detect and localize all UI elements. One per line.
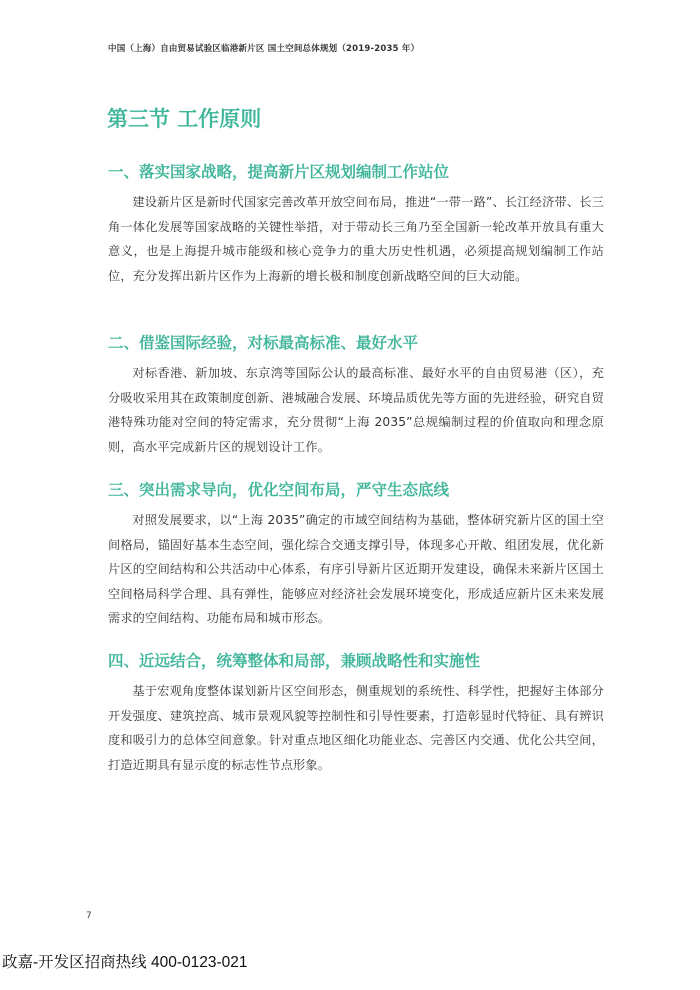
principle-4-heading: 四、近远结合，统筹整体和局部，兼顾战略性和实施性 (108, 652, 481, 670)
principle-1 (108, 162, 604, 288)
footer-hotline: 政嘉-开发区招商热线 400-0123-021 (2, 954, 248, 971)
principle-1-heading: 一、落实国家战略，提高新片区规划编制工作站位 (108, 163, 450, 181)
page-number: 7 (86, 911, 92, 921)
principle-3-body: 对照发展要求，以“上海 2035”确定的市域空间结构为基础，整体研究新片区的国土空间格局，锚固好基本生态空间，强化综合交通支撑引导，体现多心开敞、组团发展，优化新片区的空间结构和公共活动中心体系，有序引导新片区近期开发建设，确保未来新片区国土空间格局科学合理、具有弹性，能够应对经济社会发展环境变化，形成适应新片区未来发展需求的空间结构、功能布局和城市形态。 (108, 513, 604, 625)
principle-1-body: 建设新片区是新时代国家完善改革开放空间布局，推进“一带一路”、长江经济带、长三角一体化发展等国家战略的关键性举措，对于带动长三角乃至全国新一轮改革开放具有重大意义，也是上海提升城市能级和核心竞争力的重大历史性机遇，必须提高规划编制工作站位，充分发挥出新片区作为上海新的增长极和制度创新战略空间的巨大动能。 (108, 195, 604, 283)
principle-2-body: 对标香港、新加坡、东京湾等国际公认的最高标准、最好水平的自由贸易港（区），充分吸收采用其在政策制度创新、港城融合发展、环境品质优先等方面的先进经验，研究自贸港特殊功能对空间的特定需求，充分贯彻“上海 2035”总规编制过程的价值取向和理念原则，高水平完成新片区的规划设计工作。 (108, 366, 604, 454)
principle-4-body: 基于宏观角度整体谋划新片区空间形态，侧重规划的系统性、科学性，把握好主体部分开发强度、建筑控高、城市景观风貌等控制性和引导性要素，打造彰显时代特征、具有辨识度和吸引力的总体空间意象。针对重点地区细化功能业态、完善区内交通、优化公共空间，打造近期具有显示度的标志性节点形象。 (108, 684, 604, 772)
principle-4 (108, 651, 604, 777)
principle-3 (108, 480, 604, 631)
principle-2-heading: 二、借鉴国际经验，对标最高标准、最好水平 (108, 334, 419, 352)
principle-2 (108, 333, 604, 459)
principle-3-heading: 三、突出需求导向，优化空间布局，严守生态底线 (108, 481, 450, 499)
running-header: 中国（上海）自由贸易试验区临港新片区 国土空间总体规划（2019-2035 年） (108, 44, 420, 54)
section-title: 第三节 工作原则 (107, 107, 262, 131)
